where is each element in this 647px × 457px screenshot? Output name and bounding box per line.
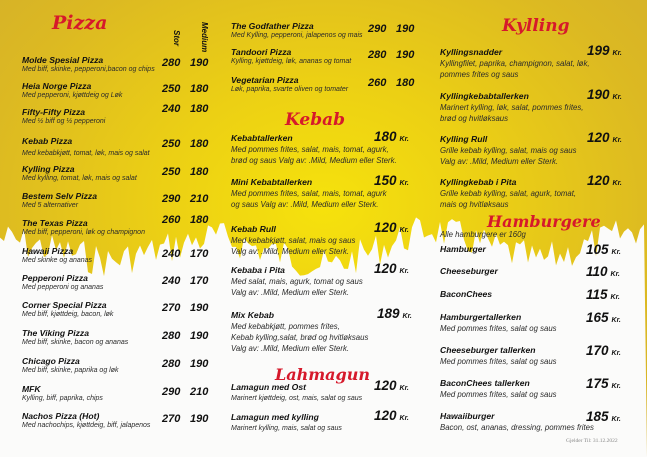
price-value: 115 [586, 287, 608, 302]
price-stor: 250 [162, 138, 181, 150]
currency-label: Kr. [611, 383, 621, 390]
kylling-item-description: brød og hvitløksaus [440, 114, 509, 123]
lahmagun-item-name[interactable]: Lamagun med Ost [231, 382, 306, 392]
price-medium: 190 [396, 23, 415, 35]
currency-label: Kr. [612, 180, 622, 187]
pizza-name[interactable]: Tandoori Pizza [231, 47, 292, 57]
price-value: 190 [587, 87, 610, 102]
currency-label: Kr. [611, 317, 621, 324]
hamburgere-item-description: Med pommes frites, salat og saus [440, 324, 557, 333]
price [587, 173, 622, 188]
price [374, 261, 409, 276]
currency-label: Kr. [399, 180, 409, 187]
price [374, 129, 409, 144]
pizza-name[interactable]: Chicago Pizza [22, 356, 80, 366]
price-value: 120 [374, 261, 397, 276]
price-stor: 250 [162, 166, 181, 178]
price-medium: 190 [190, 330, 209, 342]
price-stor: 280 [162, 57, 181, 69]
pizza-name[interactable]: Pepperoni Pizza [22, 273, 88, 283]
price-medium: 170 [190, 248, 209, 260]
price-value: 180 [374, 129, 397, 144]
currency-label: Kr. [610, 271, 620, 278]
pizza-description: Kylling, biff, paprika, chips [22, 395, 103, 402]
price [586, 376, 621, 391]
price-value: 175 [586, 376, 609, 391]
price [587, 43, 622, 58]
price-medium: 180 [190, 83, 209, 95]
price-medium: 190 [190, 413, 209, 425]
hamburgere-subtitle: Alle hamburgere er 160g [440, 230, 526, 239]
hamburgere-item-name[interactable]: Hamburgertallerken [440, 312, 522, 322]
pizza-description: Løk, paprika, svarte oliven og tomater [231, 86, 349, 93]
price-stor: 290 [162, 193, 181, 205]
lahmagun-item-description: Marinert kylling, mais, salat og saus [231, 425, 342, 432]
price [587, 130, 622, 145]
price-stor: 240 [162, 103, 181, 115]
price-value: 120 [374, 378, 397, 393]
price-stor: 270 [162, 413, 181, 425]
pizza-name[interactable]: Bestem Selv Pizza [22, 191, 97, 201]
kebab-item-description: Med kebabkjøtt, salat, mais og saus [231, 236, 356, 245]
pizza-name[interactable]: Vegetarian Pizza [231, 75, 299, 85]
pizza-name[interactable]: Molde Spesial Pizza [22, 55, 104, 65]
kebab-item-description: Valg av: .Mild, Medium eller Sterk. [231, 247, 350, 256]
price-value: 170 [586, 343, 609, 358]
kylling-item-description: Grille kebab kylling, salat, agurk, tomat, [440, 189, 577, 198]
lahmagun-item-description: Marinert kjøttdeig, ost, mais, salat og saus [231, 395, 363, 402]
hamburgere-item-name[interactable]: Cheeseburger tallerken [440, 345, 536, 355]
kebab-item-name[interactable]: Kebab Rull [231, 224, 276, 234]
price [586, 310, 621, 325]
price-stor: 240 [162, 275, 181, 287]
currency-label: Kr. [399, 415, 409, 422]
price-medium: 190 [396, 49, 415, 61]
pizza-name[interactable]: Nachos Pizza (Hot) [22, 411, 100, 421]
price-medium: 190 [190, 358, 209, 370]
pizza-name[interactable]: Heia Norge Pizza [22, 81, 92, 91]
pizza-section-title: Pizza [52, 12, 108, 34]
lahmagun-item-name[interactable]: Lamagun med kylling [231, 412, 319, 422]
kebab-item-description: Med kebabkjøtt, pommes frites, [231, 322, 340, 331]
price-value: 165 [586, 310, 609, 325]
hamburgere-section-title: Hamburgere [487, 212, 601, 231]
pizza-name[interactable]: Kylling Pizza [22, 164, 75, 174]
pizza-description: Med Kylling, pepperoni, jalapenos og mais [231, 32, 363, 39]
hamburgere-item-description: Med pommes frites, salat og saus [440, 390, 557, 399]
price [374, 173, 409, 188]
pizza-description: Med nachochips, kjøttdeig, biff, jalapenos [22, 422, 151, 429]
price-stor: 270 [162, 302, 181, 314]
pizza-description: Med biff, kjøttdeig, bacon, løk [22, 311, 114, 318]
kebab-item-description: Kebab kylling,salat, brød og hvitløksaus [231, 333, 369, 342]
price-value: 120 [374, 220, 397, 235]
price [377, 306, 412, 321]
price [586, 287, 620, 302]
kylling-item-description: mais og hvitløksaus [440, 200, 509, 209]
kebab-item-name[interactable]: Mini Kebabtallerken [231, 177, 313, 187]
kebab-item-description: Med salat, mais, agurk, tomat og saus [231, 277, 363, 286]
price-value: 110 [586, 264, 608, 279]
currency-label: Kr. [611, 350, 621, 357]
price [586, 264, 620, 279]
hamburgere-item-name[interactable]: Hamburger [440, 244, 486, 254]
currency-label: Kr. [611, 416, 621, 423]
hamburgere-item-name[interactable]: Cheeseburger [440, 266, 498, 276]
price-stor: 280 [368, 49, 387, 61]
pizza-name[interactable]: Kebab Pizza [22, 136, 73, 146]
price-stor: 260 [368, 77, 387, 89]
currency-label: Kr. [612, 137, 622, 144]
pizza-description: Med skinke og ananas [22, 257, 93, 264]
currency-label: Kr. [402, 313, 412, 320]
kebab-item-description: Med pommes frites, salat, mais, tomat, agurk [231, 189, 387, 198]
price-value: 150 [374, 173, 397, 188]
pizza-description: Med biff, skinke, paprika og løk [22, 367, 119, 374]
currency-label: Kr. [399, 136, 409, 143]
kebab-item-description: Valg av: .Mild, Medium eller Sterk. [231, 288, 350, 297]
kylling-item-name[interactable]: Kyllingkebab i Pita [440, 177, 517, 187]
kylling-item-description: Kyllingfilet, paprika, champignon, salat, løk, [440, 59, 590, 68]
currency-label: Kr. [610, 294, 620, 301]
price-value: 120 [587, 173, 610, 188]
price-medium: 180 [190, 166, 209, 178]
pizza-description: Med ½ biff og ½ pepperoni [22, 118, 106, 125]
kebab-item-description: Med pommes frites, salat, mais, tomat, agurk, [231, 145, 389, 154]
kylling-item-description: Valg av: .Mild, Medium eller Sterk. [440, 157, 559, 166]
kebab-item-description: og saus Valg av: .Mild, Medium eller Sterk. [231, 200, 379, 209]
price-medium: 190 [190, 302, 209, 314]
price-value: 185 [586, 409, 609, 424]
currency-label: Kr. [399, 268, 409, 275]
kebab-item-name[interactable]: Kebaba i Pita [231, 265, 285, 275]
price-value: 120 [587, 130, 610, 145]
pizza-description: Kylling, kjøttdeig, løk, ananas og tomat [231, 58, 352, 65]
kylling-item-name[interactable]: Kyllingsnadder [440, 47, 503, 57]
kylling-section-title: Kylling [502, 16, 570, 36]
currency-label: Kr. [399, 227, 409, 234]
currency-label: Kr. [612, 94, 622, 101]
kebab-item-name[interactable]: Mix Kebab [231, 310, 274, 320]
pizza-description: Med pepperoni og ananas [22, 284, 104, 291]
pizza-name[interactable]: Fifty-Fifty Pizza [22, 107, 86, 117]
hamburgere-item-description: Bacon, ost, ananas, dressing, pommes frites [440, 423, 594, 432]
price-medium: 180 [190, 138, 209, 150]
kebab-section-title: Kebab [285, 110, 346, 130]
currency-label: Kr. [612, 50, 622, 57]
price-medium: 210 [190, 193, 209, 205]
price-value: 120 [374, 408, 397, 423]
price [586, 409, 621, 424]
pizza-description: Med kebabkjøtt, tomat, løk, mais og salat [22, 150, 150, 157]
kylling-item-description: pommes frites og saus [440, 70, 519, 79]
price [374, 220, 409, 235]
kebab-item-description: Valg av: .Mild, Medium eller Sterk. [231, 344, 350, 353]
price-value: 199 [587, 43, 610, 58]
pizza-name[interactable]: Corner Special Pizza [22, 300, 107, 310]
pizza-name[interactable]: The Viking Pizza [22, 328, 90, 338]
hamburgere-item-name[interactable]: BaconChees tallerken [440, 378, 530, 388]
price-stor: 260 [162, 214, 181, 226]
column-header-stor: Stor [172, 30, 181, 46]
price [586, 343, 621, 358]
price-stor: 290 [368, 23, 387, 35]
lahmagun-section-title: Lahmagun [275, 365, 370, 384]
validity-note: Gjelder Til: 31.12.2022 [566, 438, 618, 444]
kylling-item-name[interactable]: Kylling Rull [440, 134, 488, 144]
pizza-name[interactable]: The Texas Pizza [22, 218, 88, 228]
price-stor: 290 [162, 386, 181, 398]
price-medium: 180 [190, 103, 209, 115]
price-medium: 170 [190, 275, 209, 287]
pizza-name[interactable]: MFK [22, 384, 41, 394]
kebab-item-description: brød og saus Valg av: .Mild, Medium eller Sterk. [231, 156, 397, 165]
price-medium: 210 [190, 386, 209, 398]
price-medium: 180 [396, 77, 415, 89]
currency-label: Kr. [611, 249, 621, 256]
pizza-name[interactable]: Hawaii Pizza [22, 246, 74, 256]
pizza-description: Med pepperoni, kjøttdeig og Løk [22, 92, 123, 99]
pizza-description: Med 5 alternativer [22, 202, 79, 209]
price [374, 378, 409, 393]
price-value: 189 [377, 306, 400, 321]
pizza-description: Med biff, pepperoni, løk og champignon [22, 229, 145, 236]
pizza-name[interactable]: The Godfather Pizza [231, 21, 314, 31]
price [374, 408, 409, 423]
hamburgere-item-name[interactable]: Hawaiiburger [440, 411, 495, 421]
pizza-description: Med biff, skinke, pepperoni,bacon og chips [22, 66, 155, 73]
pizza-description: Med kylling, tomat, løk, mais og salat [22, 175, 137, 182]
price-value: 105 [586, 242, 609, 257]
pizza-description: Med biff, skinke, bacon og ananas [22, 339, 129, 346]
currency-label: Kr. [399, 385, 409, 392]
price-stor: 240 [162, 248, 181, 260]
kebab-item-name[interactable]: Kebabtallerken [231, 133, 293, 143]
kylling-item-description: Grille kebab kylling, salat, mais og saus [440, 146, 577, 155]
price-medium: 180 [190, 214, 209, 226]
price-medium: 190 [190, 57, 209, 69]
column-header-medium: Medium [200, 22, 209, 53]
price [587, 87, 622, 102]
hamburgere-item-name[interactable]: BaconChees [440, 289, 493, 299]
price-stor: 250 [162, 83, 181, 95]
kylling-item-name[interactable]: Kyllingkebabtallerken [440, 91, 529, 101]
kylling-item-description: Marinert kylling, løk, salat, pommes frites, [440, 103, 584, 112]
price-stor: 280 [162, 330, 181, 342]
hamburgere-item-description: Med pommes frites, salat og saus [440, 357, 557, 366]
price [586, 242, 621, 257]
price-stor: 280 [162, 358, 181, 370]
